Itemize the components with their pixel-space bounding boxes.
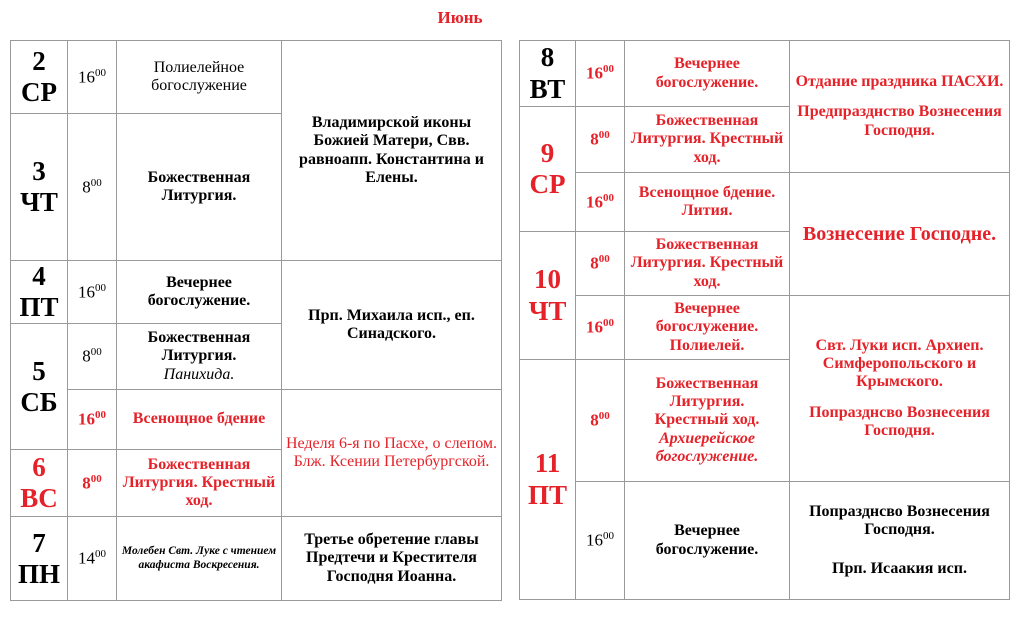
schedule-table-right (519, 40, 1010, 600)
time-cell: $16^{00}$ (68, 390, 117, 450)
time-cell: $14^{00}$ (68, 517, 117, 601)
service-cell: Вечернее богослужение. (625, 41, 790, 107)
time-cell: $8^{00}$ (68, 114, 117, 261)
day-cell: 3 ЧТ (11, 114, 68, 261)
table-row (11, 261, 502, 324)
table-row (520, 296, 1010, 360)
feast-cell: Вознесение Господне. (790, 173, 1010, 296)
service-cell: Вечернее богослужение. (625, 482, 790, 600)
table-row (520, 482, 1010, 600)
time-cell: $16^{00}$ (576, 173, 625, 232)
schedule-table-left (10, 40, 502, 601)
time-cell: $16^{00}$ (68, 41, 117, 114)
service-cell: Божественная Литургия. Панихида. (117, 324, 282, 390)
day-cell: 5 СБ (11, 324, 68, 450)
table-row (11, 390, 502, 450)
time-cell: $16^{00}$ (576, 482, 625, 600)
day-cell: 6 ВС (11, 450, 68, 517)
time-cell: $16^{00}$ (576, 296, 625, 360)
service-cell: Всенощное бдение. Лития. (625, 173, 790, 232)
time-cell: $16^{00}$ (576, 41, 625, 107)
day-cell: 4 ПТ (11, 261, 68, 324)
feast-cell: Владимирской иконы Божией Матери, Свв. равноапп. Константина и Елены. (282, 41, 502, 261)
time-cell: $16^{00}$ (68, 261, 117, 324)
time-cell: $8^{00}$ (68, 450, 117, 517)
time-cell: $8^{00}$ (576, 107, 625, 173)
feast-cell: Третье обретение главы Предтечи и Крестителя Господня Иоанна. (282, 517, 502, 601)
feast-cell: Свт. Луки исп. Архиеп. Симферопольского и Крымского. Попразднсво Вознесения Господня. (790, 296, 1010, 482)
time-cell: $8^{00}$ (576, 360, 625, 482)
day-cell: 2 СР (11, 41, 68, 114)
service-cell: Божественная Литургия. Крестный ход. (625, 232, 790, 296)
service-cell: Божественная Литургия. Крестный ход. (117, 450, 282, 517)
service-cell: Вечернее богослужение. Полиелей. (625, 296, 790, 360)
table-row (520, 41, 1010, 107)
page-title: Июнь (437, 8, 483, 27)
feast-cell: Попразднсво Вознесения Господня. Прп. Исаакия исп. (790, 482, 1010, 600)
time-cell: $8^{00}$ (68, 324, 117, 390)
table-row (11, 517, 502, 601)
day-cell: 10 ЧТ (520, 232, 576, 360)
feast-cell: Отдание праздника ПАСХИ. Предпразднство Вознесения Господня. (790, 41, 1010, 173)
service-cell: Молебен Свт. Луке с чтением акафиста Воскресения. (117, 517, 282, 601)
day-cell: 11 ПТ (520, 360, 576, 600)
table-row (11, 41, 502, 114)
service-cell: Вечернее богослужение. (117, 261, 282, 324)
day-cell: 8 ВТ (520, 41, 576, 107)
service-cell: Божественная Литургия. Крестный ход. Архиерейское богослужение. (625, 360, 790, 482)
feast-cell: Неделя 6-я по Пасхе, о слепом. Блж. Ксении Петербургской. (282, 390, 502, 517)
service-cell: Всенощное бдение (117, 390, 282, 450)
service-cell: Божественная Литургия. (117, 114, 282, 261)
day-cell: 9 СР (520, 107, 576, 232)
feast-cell: Прп. Михаила исп., еп. Синадского. (282, 261, 502, 390)
service-cell: Божественная Литургия. Крестный ход. (625, 107, 790, 173)
day-cell: 7 ПН (11, 517, 68, 601)
time-cell: $8^{00}$ (576, 232, 625, 296)
table-row (520, 173, 1010, 232)
service-cell: Полиелейное богослужение (117, 41, 282, 114)
